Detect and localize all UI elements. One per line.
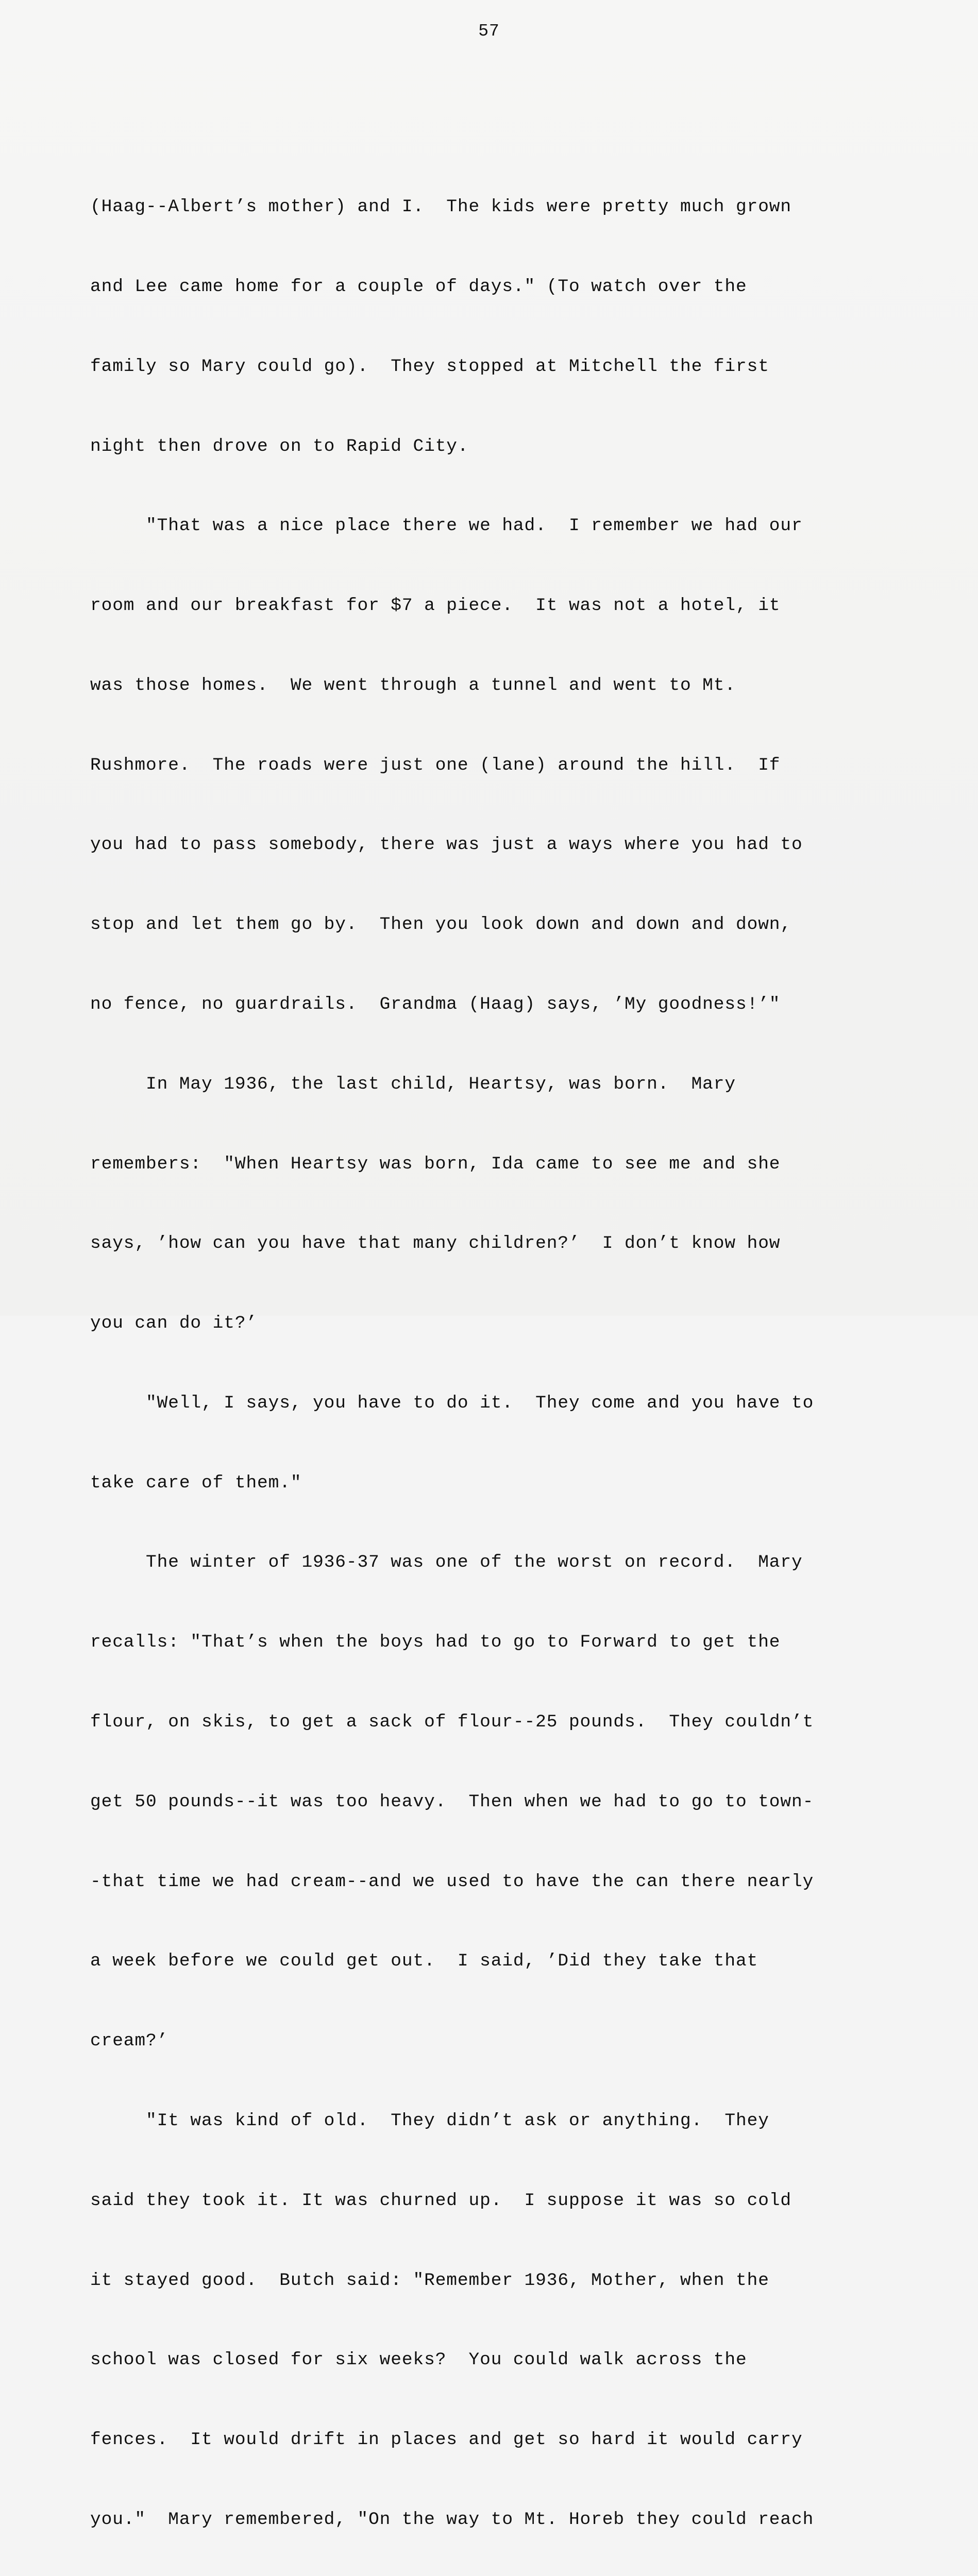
text-line: no fence, no guardrails. Grandma (Haag) says, ’My goodness!’" <box>90 994 781 1014</box>
text-line: a week before we could get out. I said, ’Did they take that <box>90 1951 758 1972</box>
text-line: take care of them." <box>90 1472 302 1493</box>
text-line: "That was a nice place there we had. I remember we had our <box>90 516 803 536</box>
text-line: was those homes. We went through a tunnel and went to Mt. <box>90 675 736 696</box>
text-line: family so Mary could go). They stopped at Mitchell the first <box>90 356 769 377</box>
text-line: you had to pass somebody, there was just a ways where you had to <box>90 835 803 855</box>
text-line: recalls: "That’s when the boys had to go to Forward to get the <box>90 1632 781 1653</box>
text-line: "It was kind of old. They didn’t ask or anything. They <box>90 2110 769 2131</box>
text-line: In May 1936, the last child, Heartsy, was born. Mary <box>90 1074 736 1094</box>
text-line: room and our breakfast for $7 a piece. It was not a hotel, it <box>90 596 781 616</box>
text-line: said they took it. It was churned up. I suppose it was so cold <box>90 2190 792 2211</box>
text-line: (Haag--Albert’s mother) and I. The kids were pretty much grown <box>90 197 792 217</box>
text-line: flour, on skis, to get a sack of flour--25 pounds. They couldn’t <box>90 1712 814 1733</box>
text-line: stop and let them go by. Then you look down and down and down, <box>90 914 792 935</box>
text-line: you." Mary remembered, "On the way to Mt. Horeb they could reach <box>90 2509 814 2530</box>
text-line: it stayed good. Butch said: "Remember 1936, Mother, when the <box>90 2270 769 2291</box>
text-line: get 50 pounds--it was too heavy. Then when we had to go to town- <box>90 1791 814 1812</box>
text-line: and Lee came home for a couple of days." (To watch over the <box>90 276 747 297</box>
body-text <box>90 141 920 2576</box>
text-line: "Well, I says, you have to do it. They come and you have to <box>90 1393 814 1413</box>
text-line: fences. It would drift in places and get so hard it would carry <box>90 2430 803 2450</box>
text-line: cream?’ <box>90 2031 168 2052</box>
text-line: night then drove on to Rapid City. <box>90 436 469 456</box>
text-line: remembers: "When Heartsy was born, Ida came to see me and she <box>90 1154 781 1174</box>
text-line: school was closed for six weeks? You could walk across the <box>90 2350 747 2370</box>
text-line: -that time we had cream--and we used to have the can there nearly <box>90 1871 814 1892</box>
page-number: 57 <box>478 22 500 41</box>
text-line: says, ’how can you have that many children?’ I don’t know how <box>90 1233 781 1254</box>
text-line: The winter of 1936-37 was one of the worst on record. Mary <box>90 1552 803 1573</box>
text-line: Rushmore. The roads were just one (lane) around the hill. If <box>90 755 781 775</box>
text-line: you can do it?’ <box>90 1313 258 1334</box>
